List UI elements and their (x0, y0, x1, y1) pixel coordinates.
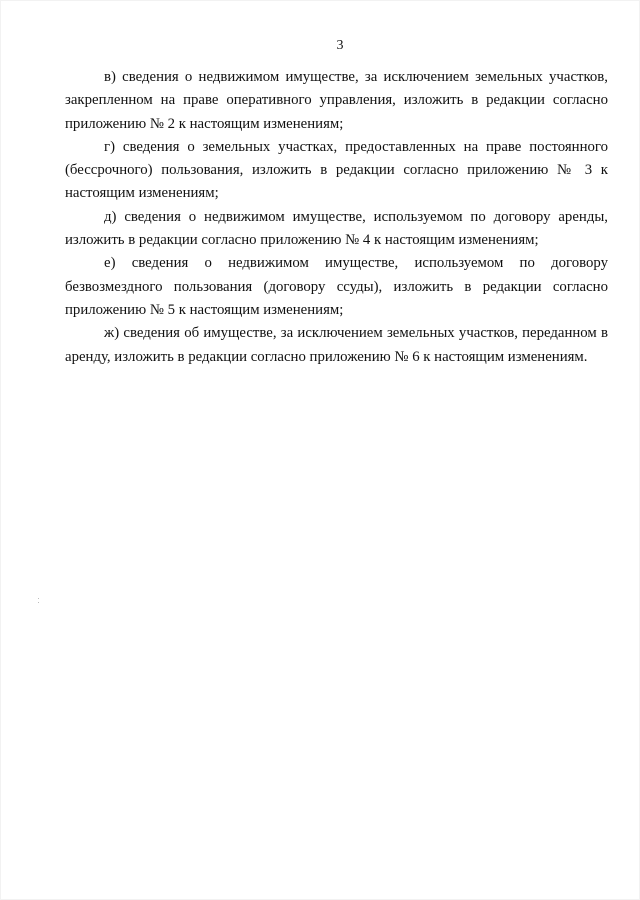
paragraph-marker: е) (104, 255, 116, 272)
scan-speck (38, 598, 39, 599)
paragraph-text: сведения о земельных участках, предоставленных на праве постоянного (бессрочного) пользования, изложить в редакции согласно приложению № 3 к настоящим изменениям; (65, 138, 608, 202)
scan-speck (38, 602, 39, 603)
paragraph-text: сведения о недвижимом имуществе, используемом по договору аренды, изложить в редакции согласно приложению № 4 к настоящим изменениям; (65, 208, 608, 249)
paragraph-marker: д) (104, 208, 117, 225)
paragraph-marker: в) (104, 69, 116, 85)
paragraph-g (65, 136, 608, 206)
paragraph-text: сведения об имуществе, за исключением земельных участков, переданном в аренду, изложить в редакции согласно приложению № 6 к настоящим изменениям. (65, 325, 608, 365)
paragraph-marker: г) (104, 138, 115, 155)
paragraph-text: сведения о недвижимом имуществе, используемом по договору безвозмездного пользования (договору ссуды), изложить в редакции согласно приложению № 5 к настоящим изменениям; (65, 255, 608, 318)
paragraph-v (65, 66, 608, 136)
paragraph-d (65, 206, 608, 253)
document-body (65, 66, 608, 369)
paragraph-zh (65, 322, 608, 369)
page-number: 3 (336, 38, 344, 53)
paragraph-marker: ж) (104, 325, 120, 342)
paragraph-e (65, 252, 608, 322)
paragraph-text: сведения о недвижимом имуществе, за исключением земельных участков, закрепленном на праве оперативного управления, изложить в редакции согласно приложению № 2 к настоящим изменениям; (65, 69, 608, 132)
